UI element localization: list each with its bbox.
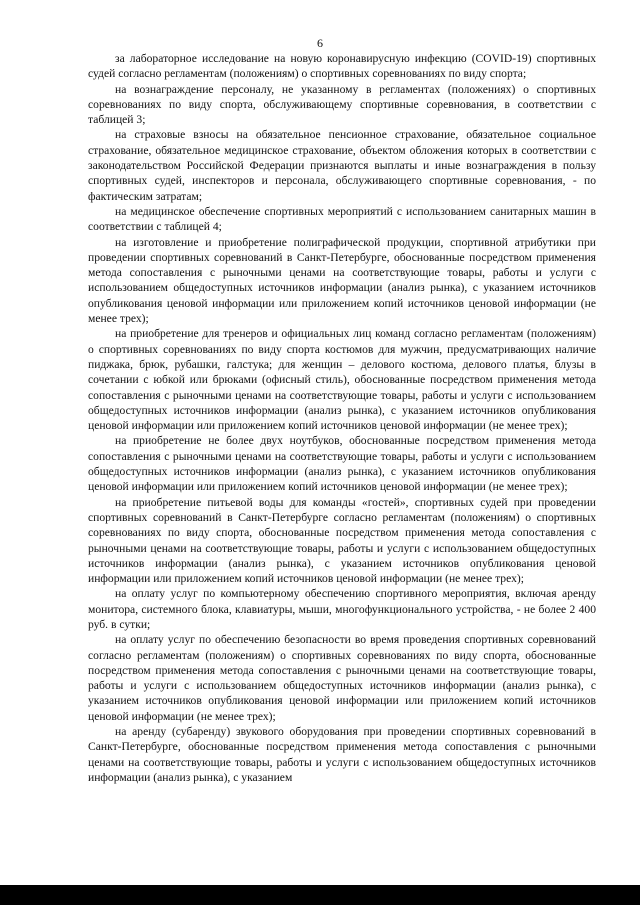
paragraph-lab-testing: за лабораторное исследование на новую коронавирусную инфекцию (COVID-19) спортивных судей согласно регламентам (положениям) о спортивных соревнованиях по виду спорта; [88,52,596,81]
paragraph-medical-support: на медицинское обеспечение спортивных мероприятий с использованием санитарных машин в соответствии с таблицей 4; [88,204,596,234]
document-body [88,51,596,785]
scan-bottom-edge [0,885,640,905]
paragraph-suits-purchase: на приобретение для тренеров и официальных лиц команд согласно регламентам (положениям) о спортивных соревнованиях по виду спорта костюмов для мужчин, предусматривающих наличие пиджака, брюк, рубашки, галстука; для женщин – делового костюма, делового платья, блузы в сочетании с юбкой или брюками (офисный стиль), обоснованные посредством применения метода сопоставления с рыночными ценами на соответствующие товары, работы и услуги с использованием общедоступных источников информации (анализ рынка), с указанием источников опубликования ценовой информации или приложением копий источников ценовой информации (не менее трех); [88,327,596,433]
page-number: 6 [317,36,323,50]
paragraph-sound-equipment: на аренду (субаренду) звукового оборудования при проведении спортивных соревнований в Санкт-Петербурге, обоснованные посредством применения метода сопоставления с рыночными ценами на соответствующие товары, работы и услуги с использованием общедоступных источников информации (анализ рынка), с указанием [88,725,596,784]
paragraph-computer-support: на оплату услуг по компьютерному обеспечению спортивного мероприятия, включая аренду монитора, системного блока, клавиатуры, мыши, многофункционального устройства, - не более 2 400 руб. в сутки; [88,587,596,631]
paragraph-insurance-contributions: на страховые взносы на обязательное пенсионное страхование, обязательное социальное страхование, обязательное медицинское страхование, объектом обложения которых в соответствии с законодательством Российской Федерации признаются выплаты и иные вознаграждения в пользу спортивных судей, инспекторов и персонала, обслуживающего спортивные соревнования, - по фактическим затратам; [88,128,596,203]
paragraph-laptops-purchase: на приобретение не более двух ноутбуков, обоснованные посредством применения метода сопоставления с рыночными ценами на соответствующие товары, работы и услуги с использованием общедоступных источников информации (анализ рынка), с указанием источников опубликования ценовой информации или приложением копий источников ценовой информации (не менее трех); [88,434,596,494]
paragraph-drinking-water: на приобретение питьевой воды для команды «гостей», спортивных судей при проведении спортивных соревнований в Санкт-Петербурге согласно регламентам (положениям) о спортивных соревнованиях по виду спорта, обоснованные посредством применения метода сопоставления с рыночными ценами на соответствующие товары, работы и услуги с использованием общедоступных источников информации (анализ рынка), с указанием источников опубликования ценовой информации или приложением копий источников ценовой информации (не менее трех); [88,495,596,586]
paragraph-printing-products: на изготовление и приобретение полиграфической продукции, спортивной атрибутики при проведении спортивных соревнований в Санкт-Петербурге, обоснованные посредством применения метода сопоставления с рыночными ценами на соответствующие товары, работы и услуги с использованием общедоступных источников информации (анализ рынка), с указанием источников опубликования ценовой информации или приложением копий источников ценовой информации (не менее трех); [88,235,596,326]
paragraph-staff-remuneration: на вознаграждение персоналу, не указанному в регламентах (положениях) о спортивных соревнованиях по виду спорта, обслуживающему спортивные соревнования, в соответствии с таблицей 3; [88,82,596,127]
paragraph-security-services: на оплату услуг по обеспечению безопасности во время проведения спортивных соревнований согласно регламентам (положениям) о спортивных соревнованиях по виду спорта, обоснованные посредством применения метода сопоставления с рыночными ценами на соответствующие товары, работы и услуги с использованием общедоступных источников информации (анализ рынка), с указанием источников опубликования ценовой информации или приложением копий источников ценовой информации (не менее трех); [88,633,596,723]
